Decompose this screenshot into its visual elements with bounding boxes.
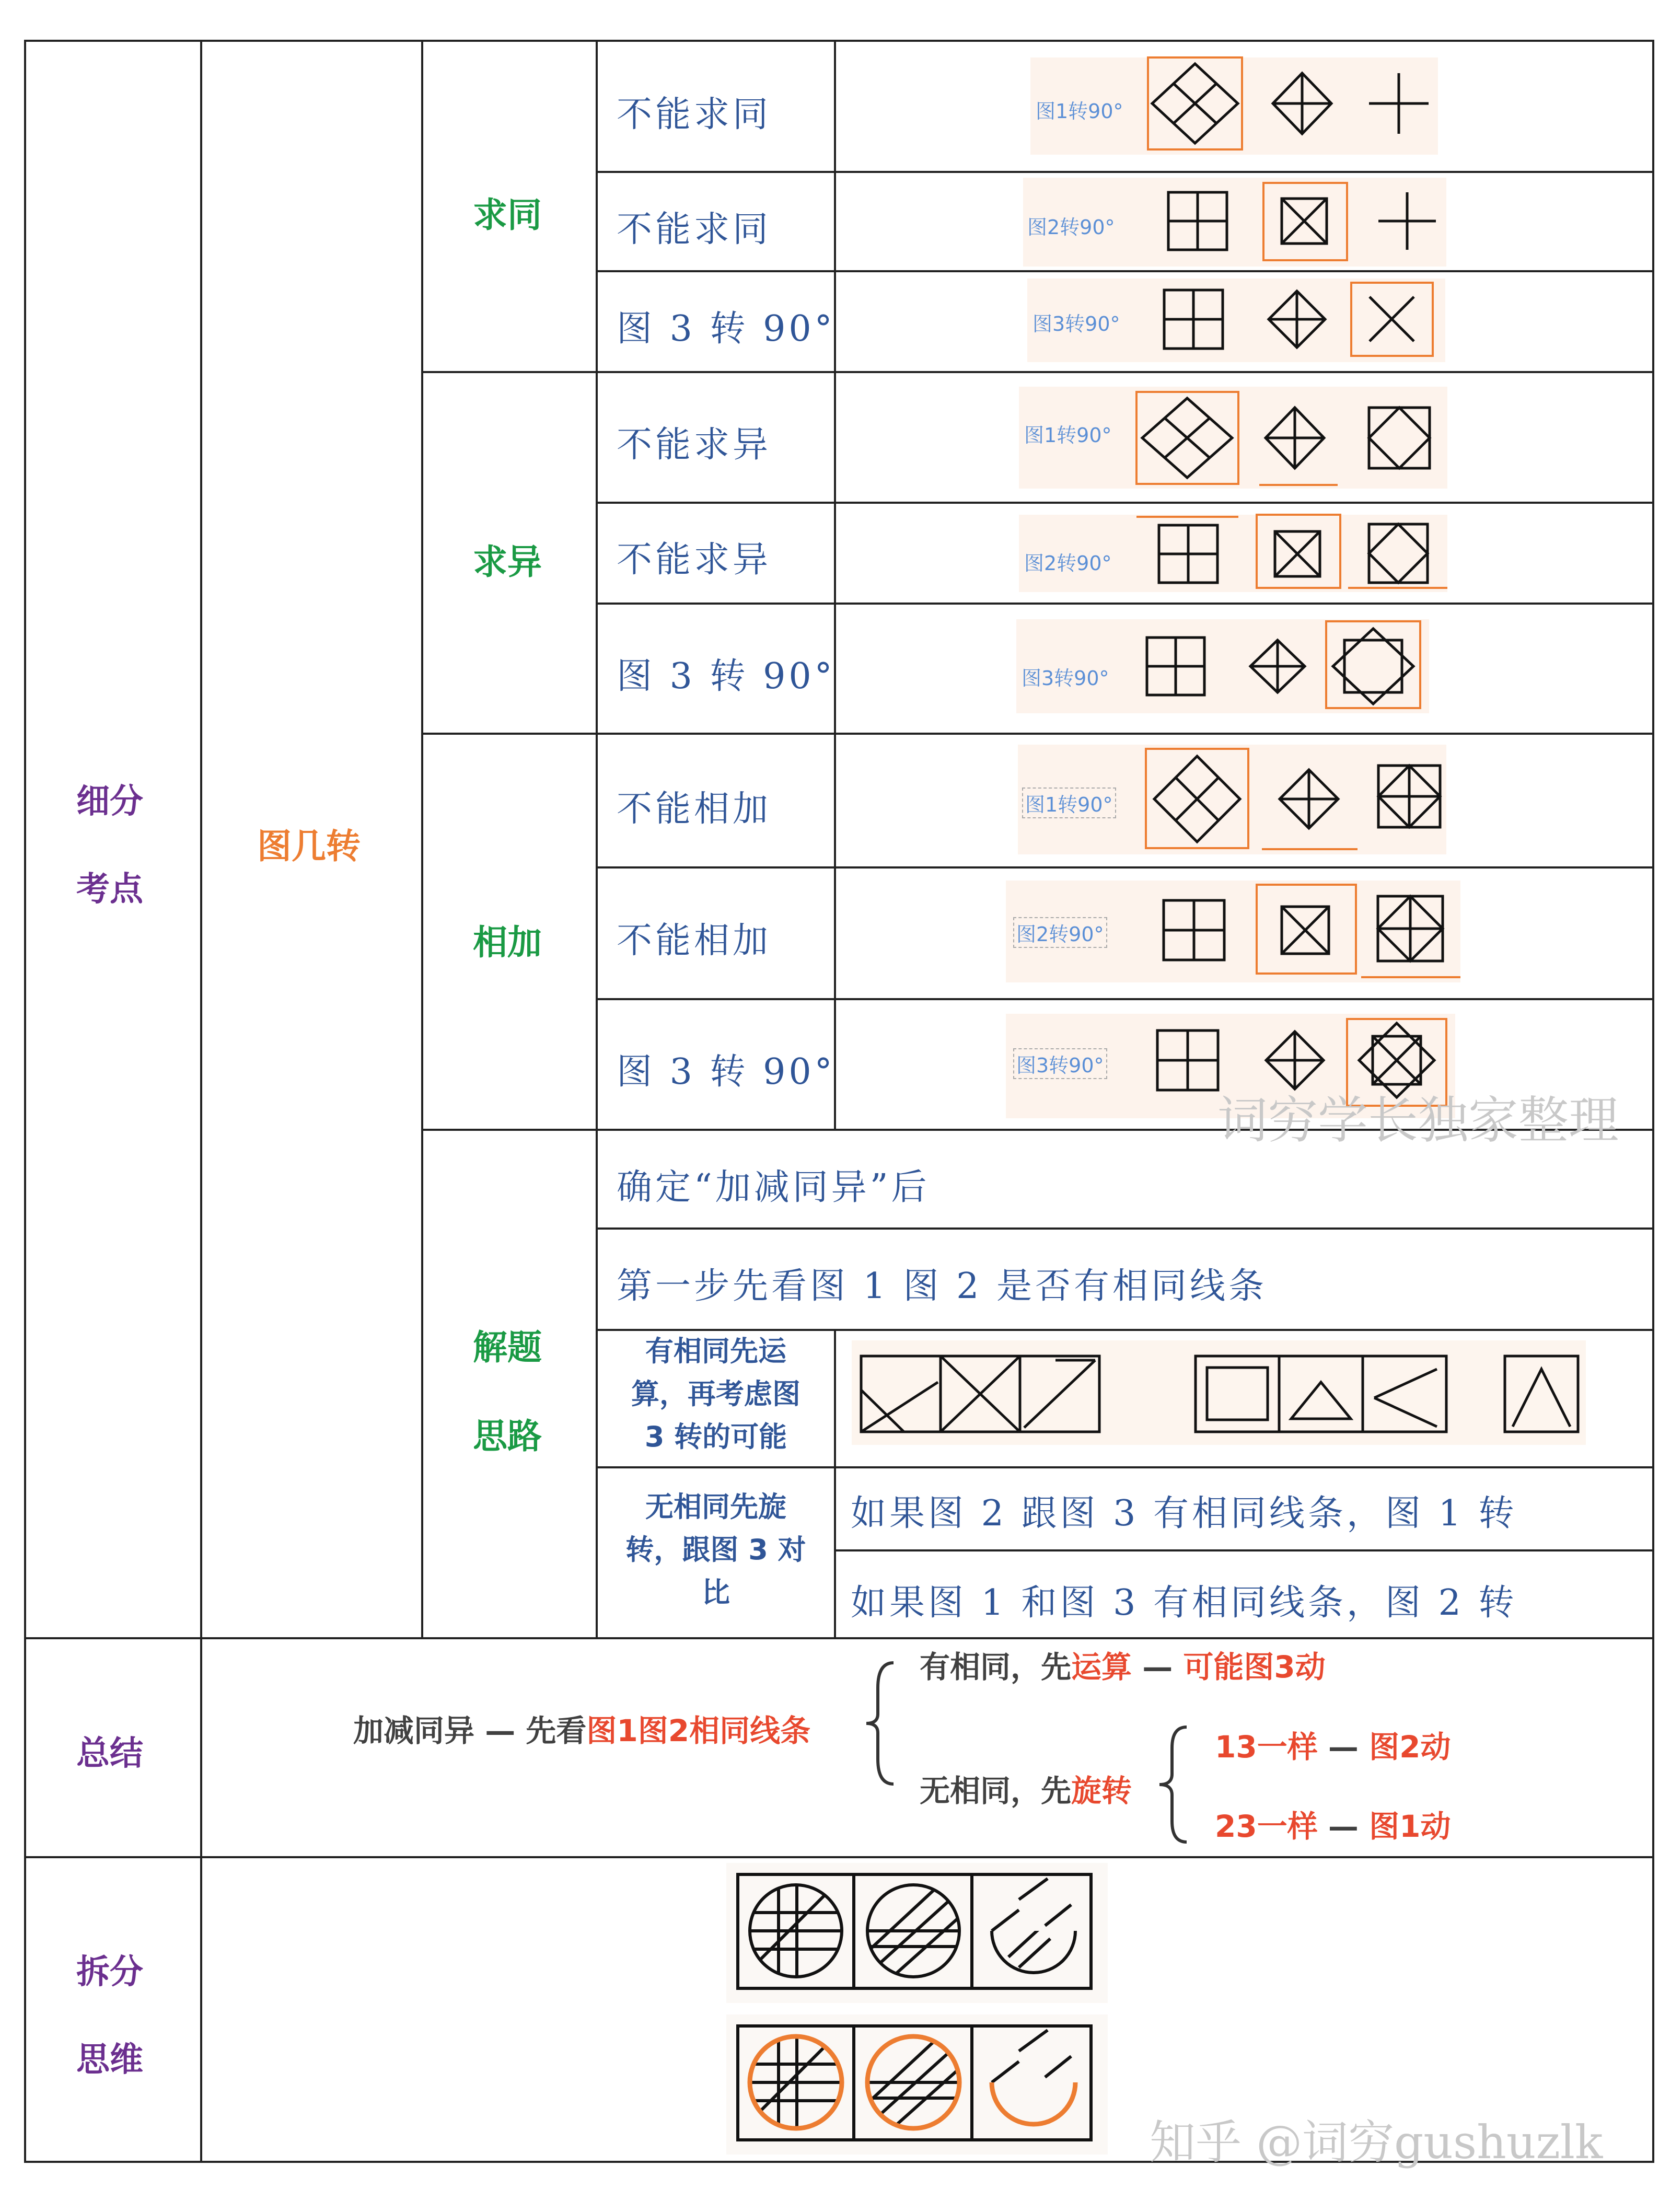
summary-root-highlight: 图1图2相同线条 bbox=[586, 1713, 811, 1748]
no-same-line2: 转，跟图 3 对 bbox=[625, 1533, 806, 1566]
summary-brace-1 bbox=[857, 1657, 904, 1792]
branch1-prefix: 有相同，先 bbox=[920, 1649, 1072, 1685]
col-line-4b bbox=[834, 1329, 836, 1639]
divider-summary-top bbox=[24, 1637, 1654, 1639]
sub2-cond: 23一样 bbox=[1215, 1809, 1318, 1844]
approach-step1: 第一步先看图 1 图 2 是否有相同线条 bbox=[617, 1266, 1267, 1307]
label-subdivision-1: 细分 bbox=[76, 782, 143, 821]
label-subdivision-2: 考点 bbox=[76, 870, 143, 909]
branch2-highlight: 旋转 bbox=[1071, 1773, 1132, 1809]
summary-brace-2 bbox=[1147, 1722, 1194, 1847]
row-divider-2 bbox=[596, 270, 1654, 272]
figure-label: 图3转90° bbox=[1022, 667, 1109, 690]
row-text-3: 图 3 转 90° bbox=[617, 308, 836, 350]
row-divider-9 bbox=[596, 1466, 1654, 1468]
summary-branch-1 bbox=[920, 1642, 1326, 1686]
no-same-line3: 比 bbox=[702, 1576, 730, 1609]
row-divider-10 bbox=[834, 1549, 1654, 1551]
summary-branch-2 bbox=[920, 1766, 1132, 1810]
col-line-1 bbox=[200, 40, 202, 2163]
row-divider-6 bbox=[596, 998, 1654, 1000]
line-shape-examples bbox=[852, 1340, 1586, 1445]
divider-split-top bbox=[24, 1856, 1654, 1858]
row-text-7: 不能相加 bbox=[617, 789, 772, 830]
table-border-left bbox=[24, 40, 26, 2163]
branch1-highlight: 运算 bbox=[1071, 1649, 1132, 1685]
row-text-2: 不能求同 bbox=[617, 209, 772, 250]
group-label-same: 求同 bbox=[473, 195, 542, 235]
summary-root-prefix: 加减同异 — 先看 bbox=[353, 1713, 587, 1748]
watermark-mid: 词穷学长独家整理 bbox=[1217, 1091, 1619, 1150]
label-split-2: 思维 bbox=[76, 2041, 143, 2079]
col-line-3 bbox=[596, 40, 598, 1639]
sub1-dash: — bbox=[1317, 1729, 1370, 1765]
label-split-1: 拆分 bbox=[76, 1953, 143, 1991]
table-border-right bbox=[1652, 40, 1654, 2163]
approach-step0: 确定“加减同异”后 bbox=[617, 1167, 930, 1208]
figure-row-5 bbox=[1019, 515, 1447, 592]
row-text-6: 图 3 转 90° bbox=[617, 656, 836, 697]
row-divider-5 bbox=[596, 866, 1654, 868]
row-text-9: 图 3 转 90° bbox=[617, 1051, 836, 1093]
group-label-approach-1: 解题 bbox=[473, 1327, 542, 1368]
branch1-result: 可能图3动 bbox=[1183, 1649, 1326, 1685]
topic-label: 图几转 bbox=[257, 826, 361, 866]
has-same-line2: 算，再考虑图 bbox=[631, 1377, 801, 1410]
sub2-result: 图1动 bbox=[1369, 1809, 1451, 1844]
figure-label: 图1转90° bbox=[1024, 424, 1112, 447]
approach-figures bbox=[852, 1340, 1586, 1445]
has-same-line1: 有相同先运 bbox=[645, 1335, 786, 1368]
col-line-4a bbox=[834, 40, 836, 1130]
table-border-top bbox=[24, 40, 1654, 42]
hatched-circles-plain bbox=[726, 1863, 1108, 2003]
group-label-add: 相加 bbox=[473, 922, 542, 963]
row-divider-4 bbox=[596, 603, 1654, 605]
row-text-8: 不能相加 bbox=[617, 920, 772, 962]
sub2-dash: — bbox=[1317, 1809, 1370, 1844]
figure-row-6 bbox=[1016, 619, 1429, 713]
branch1-dash: — bbox=[1132, 1649, 1184, 1685]
figure-row-4 bbox=[1019, 387, 1447, 489]
col-line-2 bbox=[421, 40, 423, 1639]
figure-label: 图1转90° bbox=[1036, 100, 1123, 123]
group-label-diff: 求异 bbox=[473, 542, 542, 582]
sub1-result: 图2动 bbox=[1369, 1729, 1451, 1765]
figure-row-1 bbox=[1030, 57, 1438, 155]
no-same-line1: 无相同先旋 bbox=[645, 1490, 786, 1523]
no-same-case2: 如果图 1 和图 3 有相同线条，图 2 转 bbox=[851, 1582, 1517, 1624]
summary-sub-2 bbox=[1215, 1802, 1451, 1846]
group-label-approach-2: 思路 bbox=[473, 1416, 542, 1456]
sub1-cond: 13一样 bbox=[1215, 1729, 1318, 1765]
figure-row-7 bbox=[1018, 745, 1446, 854]
figure-label: 图1转90° bbox=[1022, 787, 1116, 818]
row-divider-1 bbox=[596, 171, 1654, 173]
group-divider-1 bbox=[421, 371, 1654, 373]
split-figure-top bbox=[726, 1863, 1108, 2003]
row-divider-3 bbox=[596, 502, 1654, 504]
figure-label: 图3转90° bbox=[1032, 312, 1120, 335]
row-divider-7 bbox=[596, 1227, 1654, 1230]
group-divider-2 bbox=[421, 733, 1654, 735]
hatched-circles-highlighted bbox=[726, 2014, 1108, 2155]
row-text-4: 不能求异 bbox=[617, 424, 772, 466]
figure-label: 图2转90° bbox=[1024, 552, 1112, 575]
figure-label: 图2转90° bbox=[1027, 216, 1115, 239]
summary-root bbox=[353, 1706, 810, 1750]
has-same-line3: 3 转的可能 bbox=[644, 1420, 787, 1453]
split-figure-bottom bbox=[726, 2014, 1108, 2155]
figure-label: 图3转90° bbox=[1013, 1048, 1107, 1079]
summary-sub-1 bbox=[1215, 1722, 1451, 1766]
figure-row-2 bbox=[1023, 178, 1446, 267]
watermark-bottom: 知乎 @词穷gushuzlk bbox=[1150, 2115, 1603, 2169]
no-same-case1: 如果图 2 跟图 3 有相同线条，图 1 转 bbox=[851, 1493, 1517, 1534]
row-text-1: 不能求同 bbox=[617, 94, 772, 135]
figure-row-8 bbox=[1006, 881, 1460, 982]
figure-row-3 bbox=[1027, 279, 1445, 362]
row-text-5: 不能求异 bbox=[617, 539, 772, 581]
label-summary: 总结 bbox=[76, 1734, 143, 1773]
branch2-prefix: 无相同，先 bbox=[920, 1773, 1072, 1809]
figure-label: 图2转90° bbox=[1013, 917, 1107, 948]
